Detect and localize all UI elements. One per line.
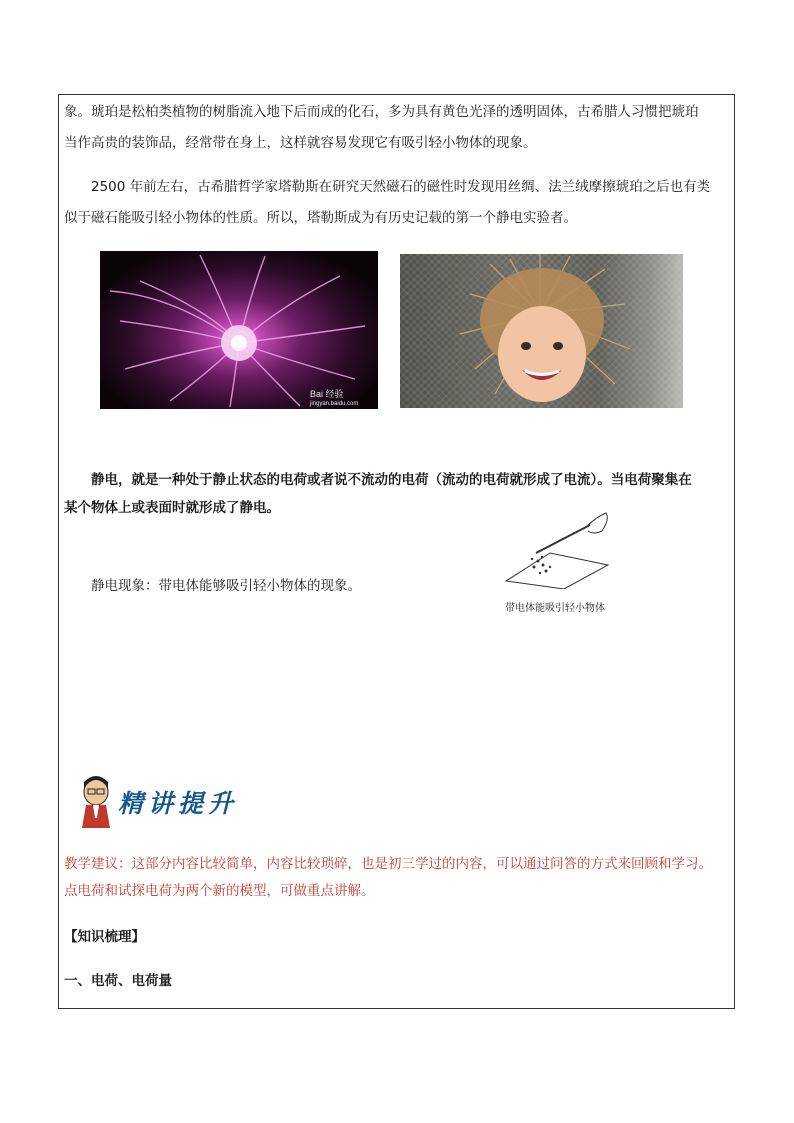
paragraph-amber-line1: 象。琥珀是松柏类植物的树脂流入地下后而成的化石，多为具有黄色光泽的透明固体，古希腊人习惯把琥珀 xyxy=(64,104,699,120)
paragraph-amber-line2: 当作高贵的装饰品，经常带在身上，这样就容易发现它有吸引轻小物体的现象。 xyxy=(64,135,537,151)
teaching-advice-line2: 点电荷和试探电荷为两个新的模型，可做重点讲解。 xyxy=(64,883,375,899)
static-hair-girl-photo xyxy=(400,254,683,408)
knowledge-heading: 【知识梳理】 xyxy=(64,929,145,945)
baidu-watermark: Bai 经验 jingyan.baidu.com xyxy=(310,389,359,407)
definition-line2: 某个物体上或表面时就形成了静电。 xyxy=(64,500,280,516)
phenomenon-text: 静电现象：带电体能够吸引轻小物体的现象。 xyxy=(91,578,361,594)
plasma-ball-photo xyxy=(100,251,378,409)
teaching-advice-line1: 教学建议：这部分内容比较简单，内容比较琐碎，也是初三学过的内容，可以通过问答的方式来回顾和学习。 xyxy=(64,856,712,872)
section-badge-title: 精讲提升 xyxy=(118,789,239,818)
paragraph-thales-line1: 2500 年前左右，古希腊哲学家塔勒斯在研究天然磁石的磁性时发现用丝绸、法兰绒摩擦琥珀之后也有类 xyxy=(91,179,711,195)
rod-attracts-paper-figure xyxy=(498,509,610,589)
paragraph-thales-line2: 似于磁石能吸引轻小物体的性质。所以，塔勒斯成为有历史记载的第一个静电实验者。 xyxy=(64,210,577,226)
section-subheading: 一、电荷、电荷量 xyxy=(64,973,172,989)
definition-line1: 静电，就是一种处于静止状态的电荷或者说不流动的电荷（流动的电荷就形成了电流）。当电荷聚集在 xyxy=(91,472,692,488)
small-figure-caption: 带电体能吸引轻小物体 xyxy=(505,603,605,614)
